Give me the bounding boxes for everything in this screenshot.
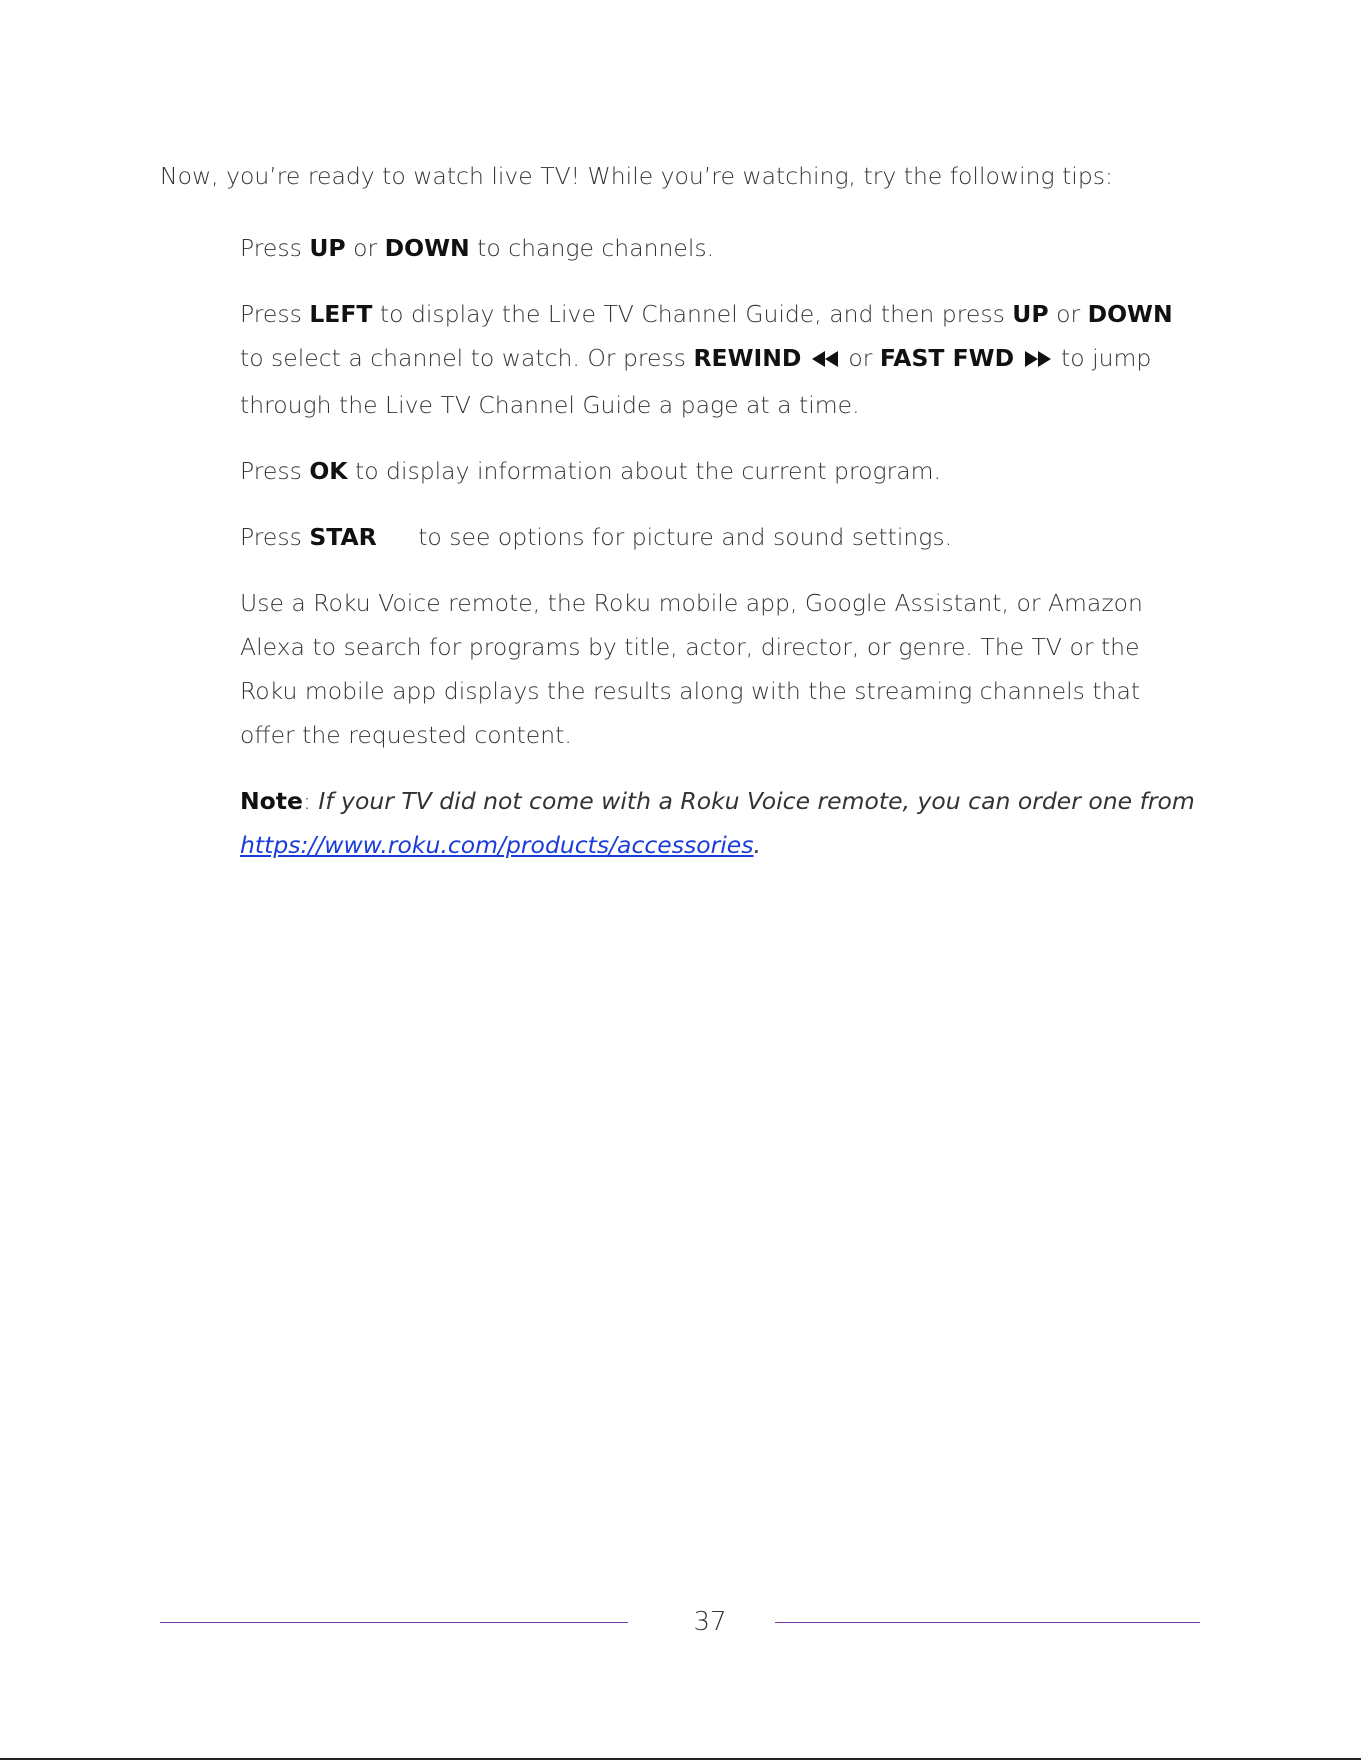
tip-text: to change channels. (469, 234, 715, 262)
page-footer (160, 1602, 1200, 1642)
down-key: DOWN (1087, 300, 1173, 328)
up-key: UP (1012, 300, 1049, 328)
page-number: 37 (693, 1607, 727, 1637)
or-text: or (840, 344, 880, 372)
tip-text: to display information about the current program. (347, 457, 941, 485)
tip-text: to jump through the Live TV Channel Guide a page at a time. (240, 344, 1152, 419)
rewind-key: REWIND (693, 344, 802, 372)
press-text: Press (240, 523, 310, 551)
left-key: LEFT (309, 300, 373, 328)
note-colon: : (302, 787, 319, 815)
page-bottom-border (0, 1758, 1361, 1760)
press-text: Press (240, 457, 310, 485)
or-text: or (1048, 300, 1088, 328)
tip-text: to select a channel to watch. Or press (240, 344, 694, 372)
note-text: If your TV did not come with a Roku Voice remote, you can order one from (318, 787, 1195, 815)
press-text: Press (240, 300, 310, 328)
tip-text: to display the Live TV Channel Guide, and then press (372, 300, 1013, 328)
tip-voice-search: Use a Roku Voice remote, the Roku mobile app, Google Assistant, or Amazon Alexa to search for programs by title, actor, director, or genre. The TV or the Roku mobile app displays the results along with the streaming channels that offer the requested content. (240, 589, 1143, 749)
tip-change-channels (240, 226, 1200, 270)
fast-forward-icon (1024, 339, 1052, 383)
tip-options (240, 515, 1200, 559)
tip-channel-guide (240, 292, 1200, 427)
rewind-icon (811, 339, 839, 383)
note-end: . (753, 831, 761, 859)
accessories-link[interactable]: https://www.roku.com/products/accessories (240, 831, 754, 859)
or-text: or (345, 234, 385, 262)
tip-program-info (240, 449, 1200, 493)
tips-list (240, 226, 1200, 867)
up-key: UP (309, 234, 346, 262)
footer-rule-right (775, 1622, 1200, 1623)
footer-rule-left (160, 1622, 628, 1623)
star-key: STAR (309, 523, 377, 551)
note-label: Note (240, 787, 303, 815)
down-key: DOWN (384, 234, 470, 262)
note-paragraph (240, 779, 1200, 867)
ok-key: OK (309, 457, 348, 485)
press-text: Press (240, 234, 310, 262)
fast-fwd-key: FAST FWD (879, 344, 1015, 372)
intro-text: Now, you’re ready to watch live TV! While you’re watching, try the following tips: (160, 162, 1113, 190)
tip-text: to see options for picture and sound settings. (410, 523, 953, 551)
